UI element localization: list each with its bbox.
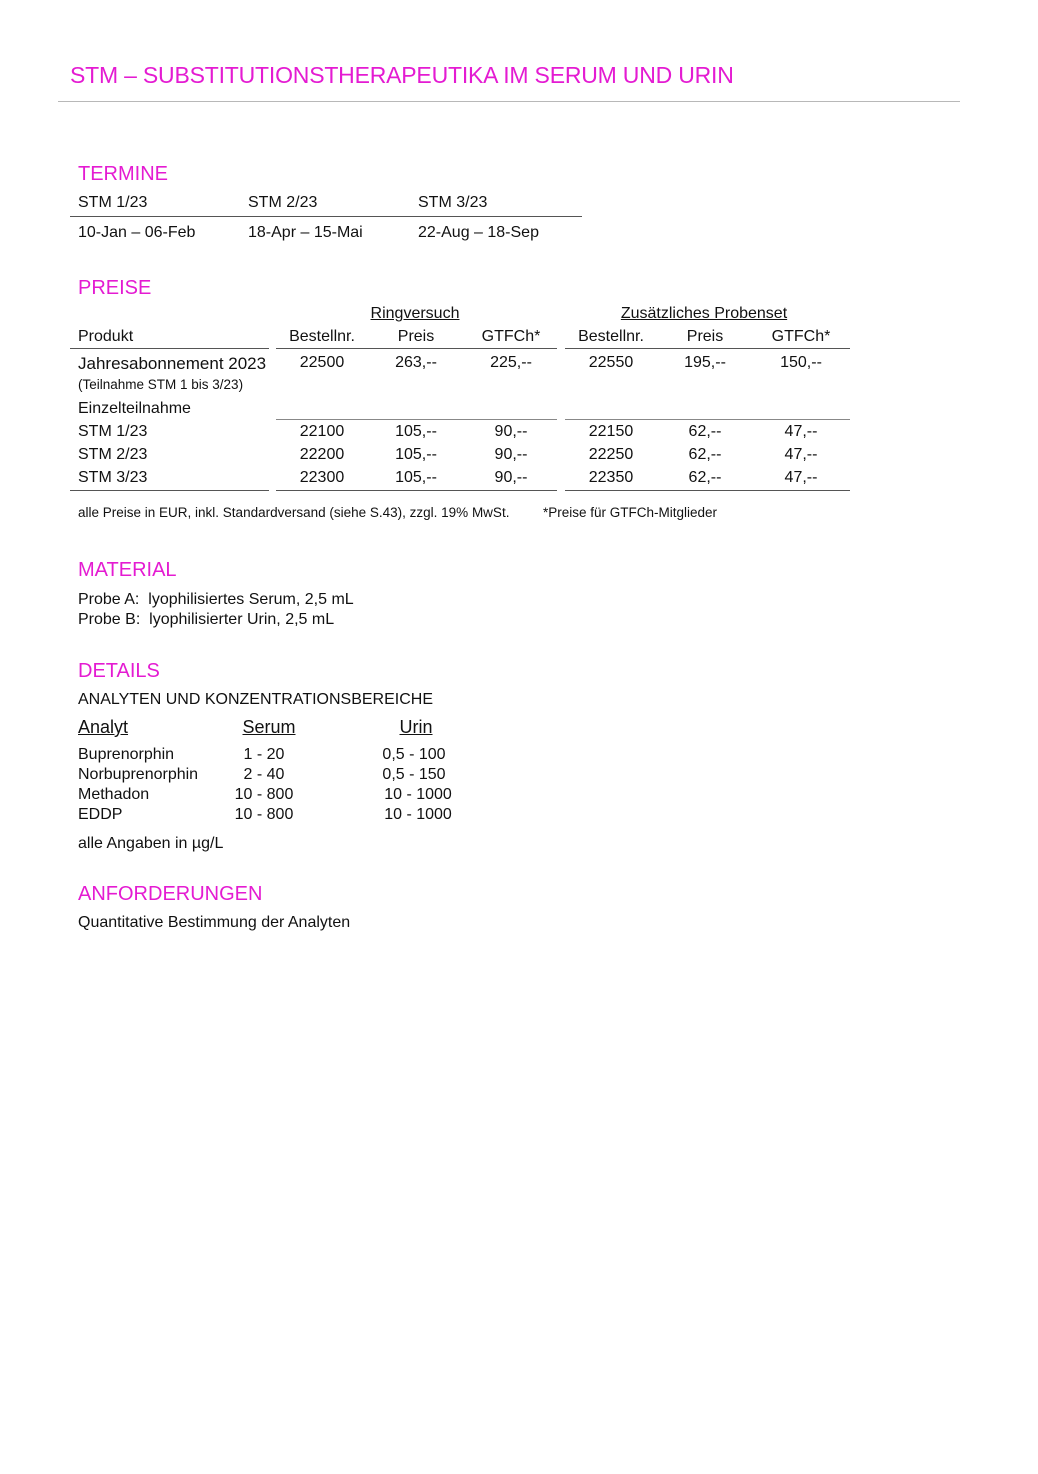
preise-heading: PREISE <box>78 277 152 299</box>
table-cell: 90,-- <box>494 423 528 440</box>
termine-round-1-dates: 10-Jan – 06-Feb <box>78 224 196 241</box>
col-bestellnr-probenset: Bestellnr. <box>578 328 644 345</box>
termine-divider <box>70 216 582 217</box>
col-urin: Urin <box>399 717 433 737</box>
table-cell: 22100 <box>299 423 345 440</box>
col-preis-probenset: Preis <box>686 328 724 345</box>
single-rule-ringversuch <box>276 419 557 420</box>
termine-round-2-dates: 18-Apr – 15-Mai <box>248 224 363 241</box>
price-footnote: alle Preise in EUR, inkl. Standardversand (siehe S.43), zzgl. 19% MwSt. <box>78 505 510 520</box>
single-rule-probenset <box>565 419 850 420</box>
group-ringversuch: Ringversuch <box>370 305 460 322</box>
header-rule-produkt <box>70 348 269 349</box>
page-title: STM – SUBSTITUTIONSTHERAPEUTIKA IM SERUM UND URIN <box>70 62 734 88</box>
col-preis-ring: Preis <box>397 328 435 345</box>
table-cell: 62,-- <box>688 423 722 440</box>
col-produkt: Produkt <box>78 328 134 345</box>
abo-preis-ring: 263,-- <box>395 354 437 371</box>
abo-gtfch-probenset: 150,-- <box>780 354 822 371</box>
header-rule-ringversuch <box>276 348 557 349</box>
material-heading: MATERIAL <box>78 559 177 581</box>
abo-note: (Teilnahme STM 1 bis 3/23) <box>78 377 244 392</box>
title-divider <box>58 101 960 102</box>
bottom-rule-probenset <box>565 490 850 491</box>
table-cell: 22150 <box>588 423 634 440</box>
table-cell: 22300 <box>299 469 345 486</box>
details-heading: DETAILS <box>78 660 160 682</box>
material-line-b: Probe B: lyophilisierter Urin, 2,5 mL <box>78 611 335 628</box>
table-cell: 47,-- <box>784 423 818 440</box>
col-serum: Serum <box>242 717 296 737</box>
table-row-product: STM 1/23 <box>78 423 148 440</box>
table-cell: 105,-- <box>395 423 437 440</box>
table-cell: 90,-- <box>494 469 528 486</box>
abo-product: Jahresabonnement 2023 <box>78 354 267 373</box>
analyt-name: Norbuprenorphin <box>78 766 199 783</box>
table-row-product: STM 2/23 <box>78 446 148 463</box>
termine-round-3-label: STM 3/23 <box>418 194 488 211</box>
abo-bestellnr-ring: 22500 <box>299 354 345 371</box>
analyt-urin: 0,5 - 150 <box>382 766 446 783</box>
analyt-serum: 2 - 40 <box>243 766 285 783</box>
table-cell: 62,-- <box>688 469 722 486</box>
anforderungen-heading: ANFORDERUNGEN <box>78 883 263 905</box>
table-cell: 47,-- <box>784 469 818 486</box>
analyt-urin: 10 - 1000 <box>384 806 452 823</box>
termine-round-2-label: STM 2/23 <box>248 194 318 211</box>
analyt-name: Buprenorphin <box>78 746 175 763</box>
group-probenset: Zusätzliches Probenset <box>620 305 788 322</box>
col-gtfch-ring: GTFCh* <box>481 328 541 345</box>
bottom-rule-ringversuch <box>276 490 557 491</box>
details-subheading: ANALYTEN UND KONZENTRATIONSBEREICHE <box>78 691 434 708</box>
termine-round-3-dates: 22-Aug – 18-Sep <box>418 224 539 241</box>
table-cell: 22200 <box>299 446 345 463</box>
abo-preis-probenset: 195,-- <box>684 354 726 371</box>
analyt-urin: 0,5 - 100 <box>382 746 446 763</box>
header-rule-probenset <box>565 348 850 349</box>
gtfch-footnote: *Preise für GTFCh-Mitglieder <box>543 505 718 520</box>
termine-heading: TERMINE <box>78 163 168 185</box>
table-cell: 105,-- <box>395 446 437 463</box>
bottom-rule-produkt <box>70 490 269 491</box>
table-cell: 62,-- <box>688 446 722 463</box>
analyt-urin: 10 - 1000 <box>384 786 452 803</box>
analyt-name: Methadon <box>78 786 150 803</box>
anforderungen-text: Quantitative Bestimmung der Analyten <box>78 914 351 931</box>
col-analyt: Analyt <box>78 717 129 737</box>
table-row-product: STM 3/23 <box>78 469 148 486</box>
single-label: Einzelteilnahme <box>78 400 191 417</box>
analyt-serum: 10 - 800 <box>234 786 294 803</box>
analyt-serum: 10 - 800 <box>234 806 294 823</box>
table-cell: 105,-- <box>395 469 437 486</box>
col-bestellnr-ring: Bestellnr. <box>289 328 355 345</box>
table-cell: 47,-- <box>784 446 818 463</box>
termine-round-1-label: STM 1/23 <box>78 194 148 211</box>
analyt-serum: 1 - 20 <box>243 746 285 763</box>
table-cell: 22250 <box>588 446 634 463</box>
material-line-a: Probe A: lyophilisiertes Serum, 2,5 mL <box>78 591 354 608</box>
col-gtfch-probenset: GTFCh* <box>771 328 831 345</box>
table-cell: 22350 <box>588 469 634 486</box>
table-cell: 90,-- <box>494 446 528 463</box>
unit-note: alle Angaben in µg/L <box>78 835 224 852</box>
analyt-name: EDDP <box>78 806 123 823</box>
abo-gtfch-ring: 225,-- <box>490 354 532 371</box>
abo-bestellnr-probenset: 22550 <box>588 354 634 371</box>
